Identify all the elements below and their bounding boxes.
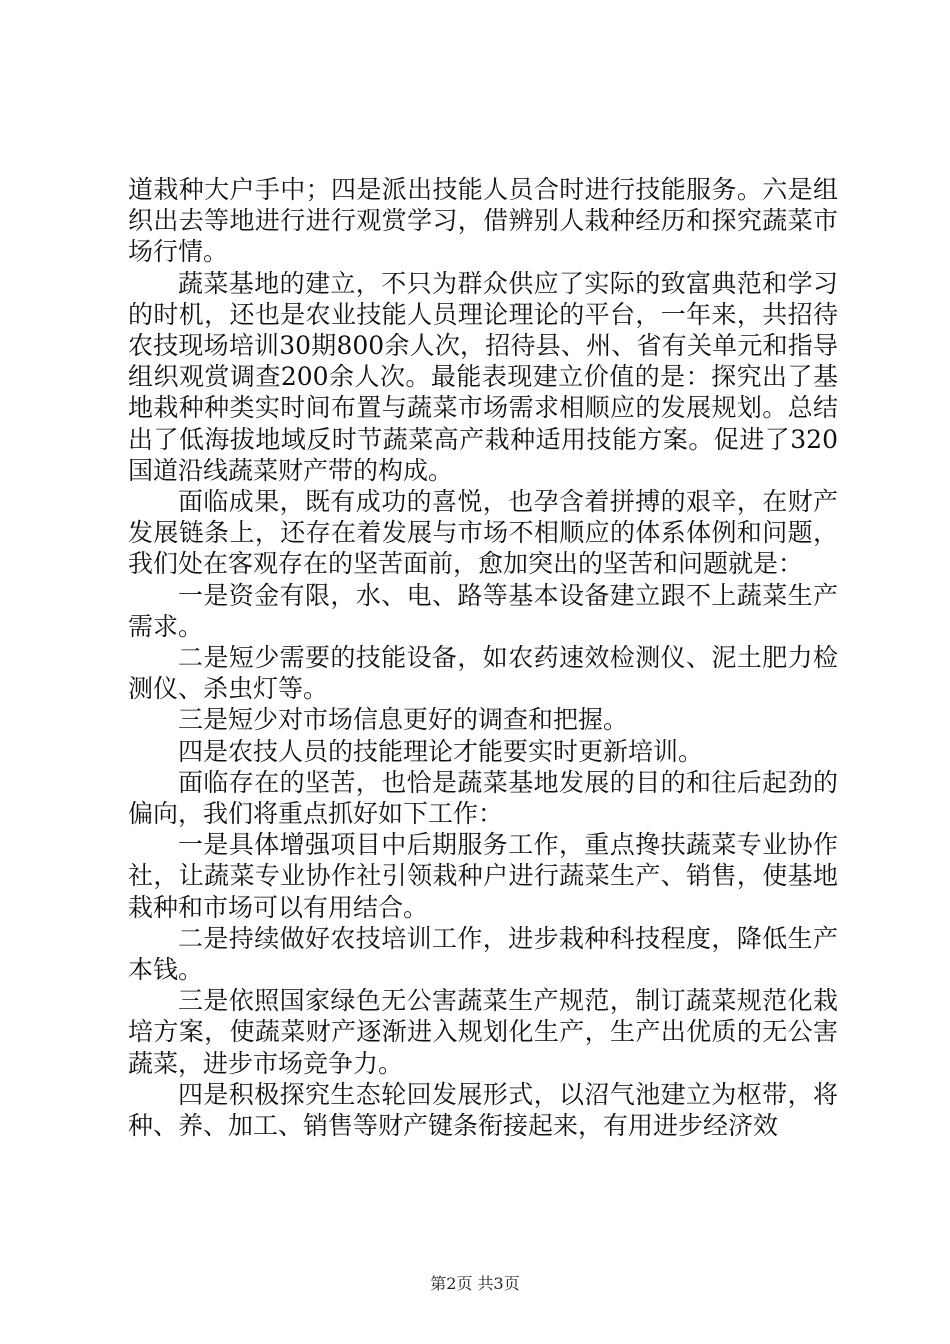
paragraph: 一是具体增强项目中后期服务工作，重点搀扶蔬菜专业协作社，让蔬菜专业协作社引领栽种户进行蔬菜生产、销售，使基地栽种和市场可以有用结合。 [128,830,838,922]
paragraph: 四是农技人员的技能理论才能要实时更新培训。 [178,736,704,766]
paragraph: 一是资金有限，水、电、路等基本设备建立跟不上蔬菜生产需求。 [128,580,838,641]
paragraph: 面临成果，既有成功的喜悦，也孕含着拼搏的艰辛，在财产发展链条上，还存在着发展与市场不相顺应的体系体例和问题，我们处在客观存在的坚苦面前，愈加突出的坚苦和问题就是： [128,487,838,579]
paragraph-continuation: 道栽种大户手中；四是派出技能人员合时进行技能服务。六是组织出去等地进行进行观赏学习，借辨别人栽种经历和探究蔬菜市场行情。 [128,175,838,267]
paragraph: 二是持续做好农技培训工作，进步栽种科技程度，降低生产本钱。 [128,923,838,985]
paragraph: 三是短少对市场信息更好的调查和把握。 [178,705,629,735]
paragraph: 蔬菜基地的建立，不只为群众供应了实际的致富典范和学习的时机，还也是农业技能人员理论理论的平台，一年来，共招待农技现场培训30期800余人次，招待县、州、省有关单元和指导组织观赏调查200余人次。最能表现建立价值的是：探究出了基地栽种种类实时间布置与蔬菜市场需求相顺应的发展规划。总结出了低海拔地域反时节蔬菜高产栽种适用技能方案。促进了320国道沿线蔬菜财产带的构成。 [128,268,838,485]
paragraph: 面临存在的坚苦，也恰是蔬菜基地发展的目的和往后起劲的偏向，我们将重点抓好如下工作： [128,767,838,829]
paragraph: 三是依照国家绿色无公害蔬菜生产规范，制订蔬菜规范化栽培方案，使蔬菜财产逐渐进入规划化生产，生产出优质的无公害蔬菜，进步市场竞争力。 [128,986,838,1078]
page-number-footer: 第2页 共3页 [430,1274,520,1293]
paragraph: 二是短少需要的技能设备，如农药速效检测仪、泥土肥力检测仪、杀虫灯等。 [128,643,838,704]
document-body [128,174,838,1141]
paragraph: 四是积极探究生态轮回发展形式，以沼气池建立为枢带，将种、养、加工、销售等财产键条衔接起来，有用进步经济效 [128,1079,838,1141]
